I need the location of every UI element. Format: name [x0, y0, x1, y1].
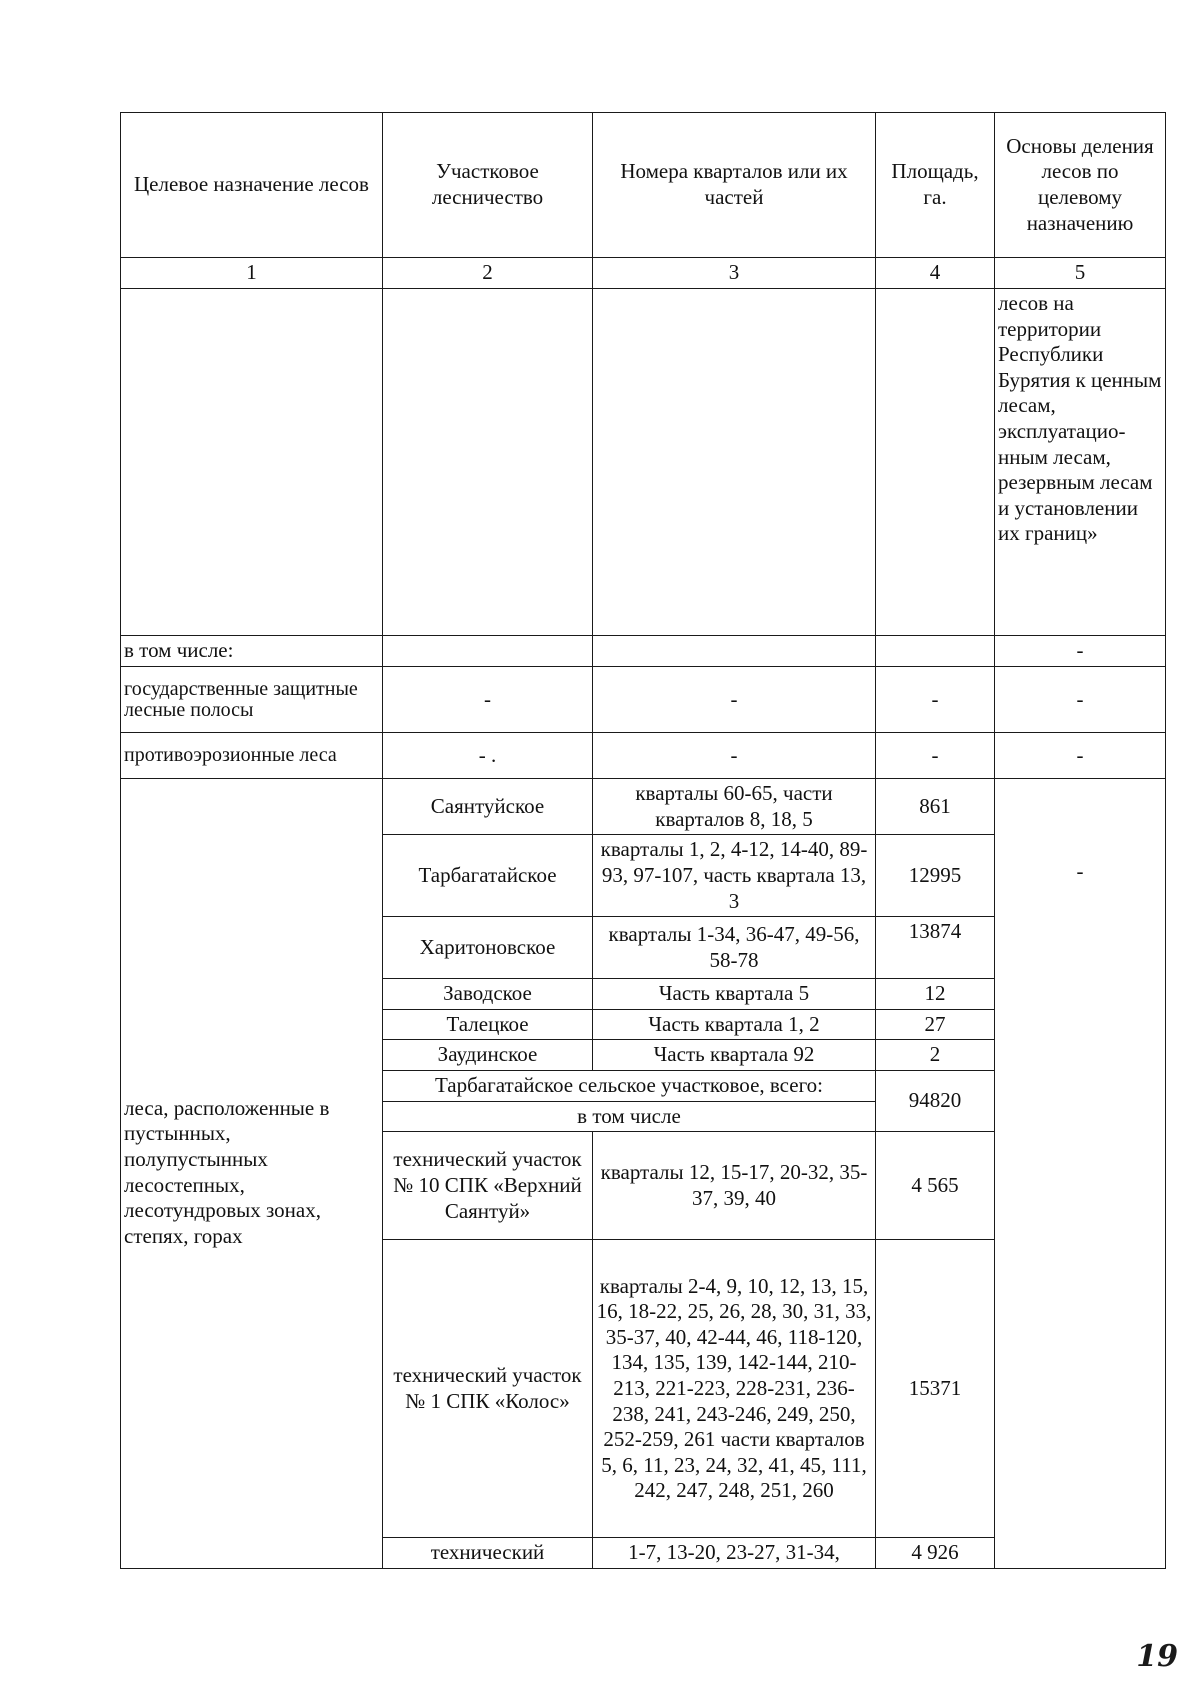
empty-cell	[593, 289, 876, 636]
table-row	[121, 779, 1166, 835]
dash-cell: -	[593, 733, 876, 779]
column-number: 3	[593, 258, 876, 289]
forest-purpose-table	[120, 112, 1166, 1569]
rural-including-label: в том числе	[383, 1101, 876, 1132]
area-cell: 4 565	[876, 1132, 995, 1240]
column-number: 5	[995, 258, 1166, 289]
including-label: в том числе:	[121, 636, 383, 667]
header-quarters: Номера кварталов или их частей	[593, 113, 876, 258]
empty-cell	[876, 289, 995, 636]
empty-cell	[383, 636, 593, 667]
empty-cell	[593, 636, 876, 667]
anti-erosion-label: противоэрозионные леса	[121, 733, 383, 779]
empty-cell	[383, 289, 593, 636]
spacer-cell	[593, 1568, 876, 1569]
desert-group-label: леса, расположенные в пустынных, полупустынных лесостепных, лесотундровых зонах, степях, горах	[121, 779, 383, 1569]
area-cell: 12995	[876, 835, 995, 917]
table-row	[121, 667, 1166, 733]
technical-site-name: технический участок № 1 СПК «Колос»	[383, 1240, 593, 1538]
dash-cell: -	[995, 636, 1166, 667]
forestry-name: Заудинское	[383, 1040, 593, 1071]
dash-cell: -	[593, 667, 876, 733]
table-row	[121, 636, 1166, 667]
quarters-cell: кварталы 1-34, 36-47, 49-56, 58-78	[593, 917, 876, 979]
area-cell: 12	[876, 979, 995, 1010]
technical-site-name: технический участок № 10 СПК «Верхний Саянтуй»	[383, 1132, 593, 1240]
table-row	[121, 733, 1166, 779]
dash-cell: -	[995, 667, 1166, 733]
quarters-cell: Часть квартала 92	[593, 1040, 876, 1071]
header-basis: Основы деления лесов по целевому назначению	[995, 113, 1166, 258]
empty-cell	[876, 636, 995, 667]
dash-cell: -	[383, 667, 593, 733]
rural-total-label: Тарбагатайское сельское участковое, всего:	[383, 1071, 876, 1102]
state-belts-label: государственные защитные лесные полосы	[121, 667, 383, 733]
page-number: 19	[1136, 1639, 1178, 1674]
header-area: Площадь, га.	[876, 113, 995, 258]
quarters-cell: кварталы 60-65, части кварталов 8, 18, 5	[593, 779, 876, 835]
header-target-purpose: Целевое назначение лесов	[121, 113, 383, 258]
quarters-cell: кварталы 2-4, 9, 10, 12, 13, 15, 16, 18-22, 25, 26, 28, 30, 31, 33, 35-37, 40, 42-44, 46, 118-120, 134, 135, 139, 142-144, 210-213, 221-223, 228-231, 236-238, 241, 243-246, 249, 250, 252-259, 261 части кварталов 5, 6, 11, 23, 24, 32, 41, 45, 111, 242, 247, 248, 251, 260	[593, 1240, 876, 1538]
spacer-cell	[383, 1568, 593, 1569]
continuation-row	[121, 289, 1166, 636]
empty-cell	[121, 289, 383, 636]
quarters-cell: Часть квартала 1, 2	[593, 1009, 876, 1040]
quarters-cell: кварталы 12, 15-17, 20-32, 35-37, 39, 40	[593, 1132, 876, 1240]
area-cell: 2	[876, 1040, 995, 1071]
area-cell: 861	[876, 779, 995, 835]
column-number-row	[121, 258, 1166, 289]
forestry-name: Заводское	[383, 979, 593, 1010]
quarters-cell: Часть квартала 5	[593, 979, 876, 1010]
rural-total-area: 94820	[876, 1071, 995, 1132]
dash-cell: -	[995, 733, 1166, 779]
quarters-cell: 1-7, 13-20, 23-27, 31-34,	[593, 1538, 876, 1569]
column-number: 2	[383, 258, 593, 289]
dash-cell: - .	[383, 733, 593, 779]
table-header-row	[121, 113, 1166, 258]
column-number: 4	[876, 258, 995, 289]
dash-cell: -	[876, 667, 995, 733]
forestry-name: Талецкое	[383, 1009, 593, 1040]
area-cell: 13874	[876, 917, 995, 979]
area-cell: 15371	[876, 1240, 995, 1538]
column-number: 1	[121, 258, 383, 289]
quarters-cell: кварталы 1, 2, 4-12, 14-40, 89-93, 97-107, часть квартала 13, 3	[593, 835, 876, 917]
dash-cell: -	[876, 733, 995, 779]
desert-group-basis	[995, 779, 1166, 1569]
area-cell: 4 926	[876, 1538, 995, 1569]
forestry-name: Тарбагатайское	[383, 835, 593, 917]
header-forestry: Участковое лесничество	[383, 113, 593, 258]
spacer-cell	[876, 1568, 995, 1569]
dash-text: -	[1076, 859, 1084, 883]
area-cell: 27	[876, 1009, 995, 1040]
forestry-name: Саянтуйское	[383, 779, 593, 835]
technical-site-name: технический	[383, 1538, 593, 1569]
basis-continuation-text: лесов на территории Республики Бурятия к ценным лесам, эксплуатацио-нным лесам, резервным лесам и установлении их границ»	[995, 289, 1166, 636]
forestry-name: Харитоновское	[383, 917, 593, 979]
